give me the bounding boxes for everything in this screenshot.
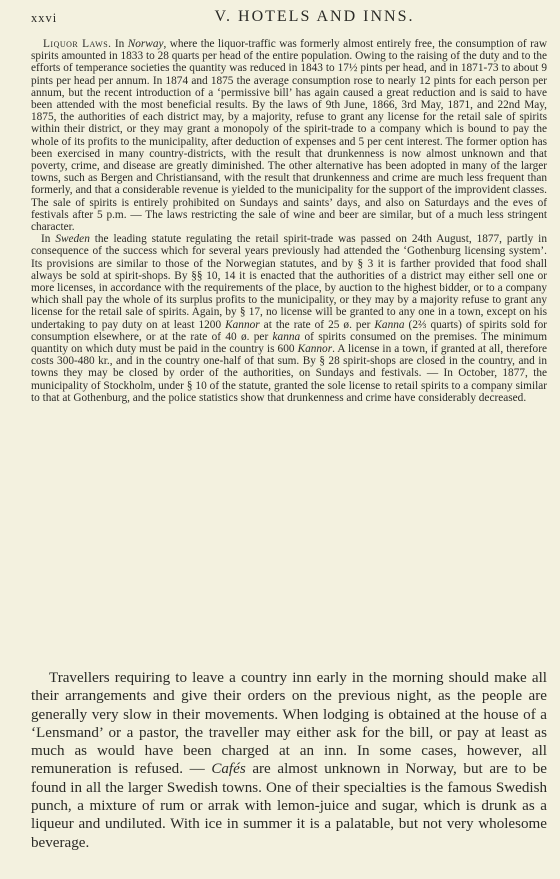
norway-text: , where the liquor-traffic was formerly almost entirely free, the consumption of raw spirits amounted in 1833 to 28 quarts per head of the entire population. Owing to the raising of the duty and to the efforts of temperance societies the quantity was reduced in 1843 to 17½ pints per head, and in 1871-73 to about 9 pints per head per annum. In 1874 and 1875 the average consumption rose to nearly 12 pints for each person per annum, but the recent introduction of a ‘permissive bill’ has again caused a great reduction and is said to have been attended with the most beneficial results. By the laws of 9th June, 1866, 3rd May, 1871, and 22nd May, 1875, the authorities of each district may, by a majority, refuse to grant any license for the retail sale of spirits within their district, or they may grant a monopoly of the spirit-trade to a company which is bound to pay the whole of its profits to the municipality, after deduction of expenses and 5 per cent interest. The former option has been exercised in many country-districts, with the result that drunkenness is now almost unknown and that poverty, crime, and disease are greatly diminished. The other alternative has been adopted in many of the larger towns, such as Bergen and Christiansand, with the result that drunkenness and crime are much less frequent than formerly, and that a considerable revenue is yielded to the municipality for the support of the improvident classes. The sale of spirits is entirely prohibited on Sundays and saints’ days, and also on Saturdays and the eves of festivals after 5 p.m. — The laws restricting the sale of wine and beer are similar, but of a much less stringent character.: [31, 38, 548, 234]
section-heading: Liquor Laws.: [43, 38, 112, 50]
kanna-term: Kanna: [374, 318, 405, 331]
sweden-term: Sweden: [55, 233, 90, 246]
sweden-intro: In: [41, 233, 56, 246]
travellers-text-1: Travellers requiring to leave a country inn early in the morning should make all their arrangements and give their orders on the previous night, as the people are generally very slow in their movements. When lodging is obtained at the house of a ‘Lensmand’ or a pastor, the traveller may either ask for the bill, or pay at least as much as would have been charged at an inn. In some cases, however, all remuneration is refused. —: [31, 670, 547, 778]
sweden-text-1: the leading statute regulating the retail spirit-trade was passed on 24th August, 1877, partly in consequence of the success which for several years previously had attended the ‘Gothenburg licensing system’. Its provisions are similar to those of the Norwegian statutes, and by § 3 it is farther provided that food shall always be sold at spirit-shops. By §§ 10, 14 it is enacted that the authorities of a district may either sell one or more licenses, in accordance with the requirements of the place, by auction to the highest bidder, or to a company which shall pay the whole of its surplus profits to the municipality, or they may by a majority refuse to grant any license for the retail sale of spirits. Again, by § 17, no license will be granted to any one in a town, except on his undertaking to pay duty on at least 1200: [31, 233, 547, 331]
sweden-text-4: of spirits consumed on the premises. The minimum quantity on which duty must be paid in the country is 600: [31, 330, 547, 356]
kanna-term: kanna: [272, 330, 301, 343]
sweden-text-5: . A license in a town, if granted at all, therefore costs 300-480 kr., and in the country one-half of that sum. By § 28 spirit-shops are closed in the country, and in towns they may be closed by order of the authorities, on Sundays and festivals. — In October, 1877, the municipality of Stockholm, under § 10 of the statute, granted the sole license to retail spirits to a company similar to that at Gothenburg, and the police statistics show that drunkenness and crime have considerably decreased.: [31, 343, 547, 404]
page-header: [31, 8, 538, 30]
norway-paragraph: [31, 38, 547, 233]
sweden-text-3: (2⅔ quarts) of spirits sold for consumption elsewhere, or at the rate of 40 ø. per: [31, 318, 547, 343]
page-number: xxvi: [31, 11, 58, 25]
cafes-term: Cafés: [211, 761, 246, 778]
norway-intro: In: [111, 38, 128, 50]
travellers-text-2: are almost unknown in Norway, but are to be found in all the larger Swedish towns. One of their specialties is the famous Swedish punch, a mixture of rum or arrak with lemon-juice and sugar, which is drunk as a liqueur and undiluted. With ice in summer it is a palatable, but not very wholesome beverage.: [31, 761, 547, 851]
liquor-laws-section: [31, 38, 547, 404]
sweden-text-2: at the rate of 25 ø. per: [259, 318, 375, 331]
kannor-term: Kannor: [225, 318, 260, 331]
kannor-term: Kannor: [297, 343, 333, 356]
travellers-paragraph: [31, 669, 547, 852]
sweden-paragraph: [31, 233, 547, 404]
norway-term: Norway: [127, 38, 164, 50]
travellers-section: [31, 669, 547, 852]
running-title: V. HOTELS AND INNS.: [214, 8, 415, 25]
